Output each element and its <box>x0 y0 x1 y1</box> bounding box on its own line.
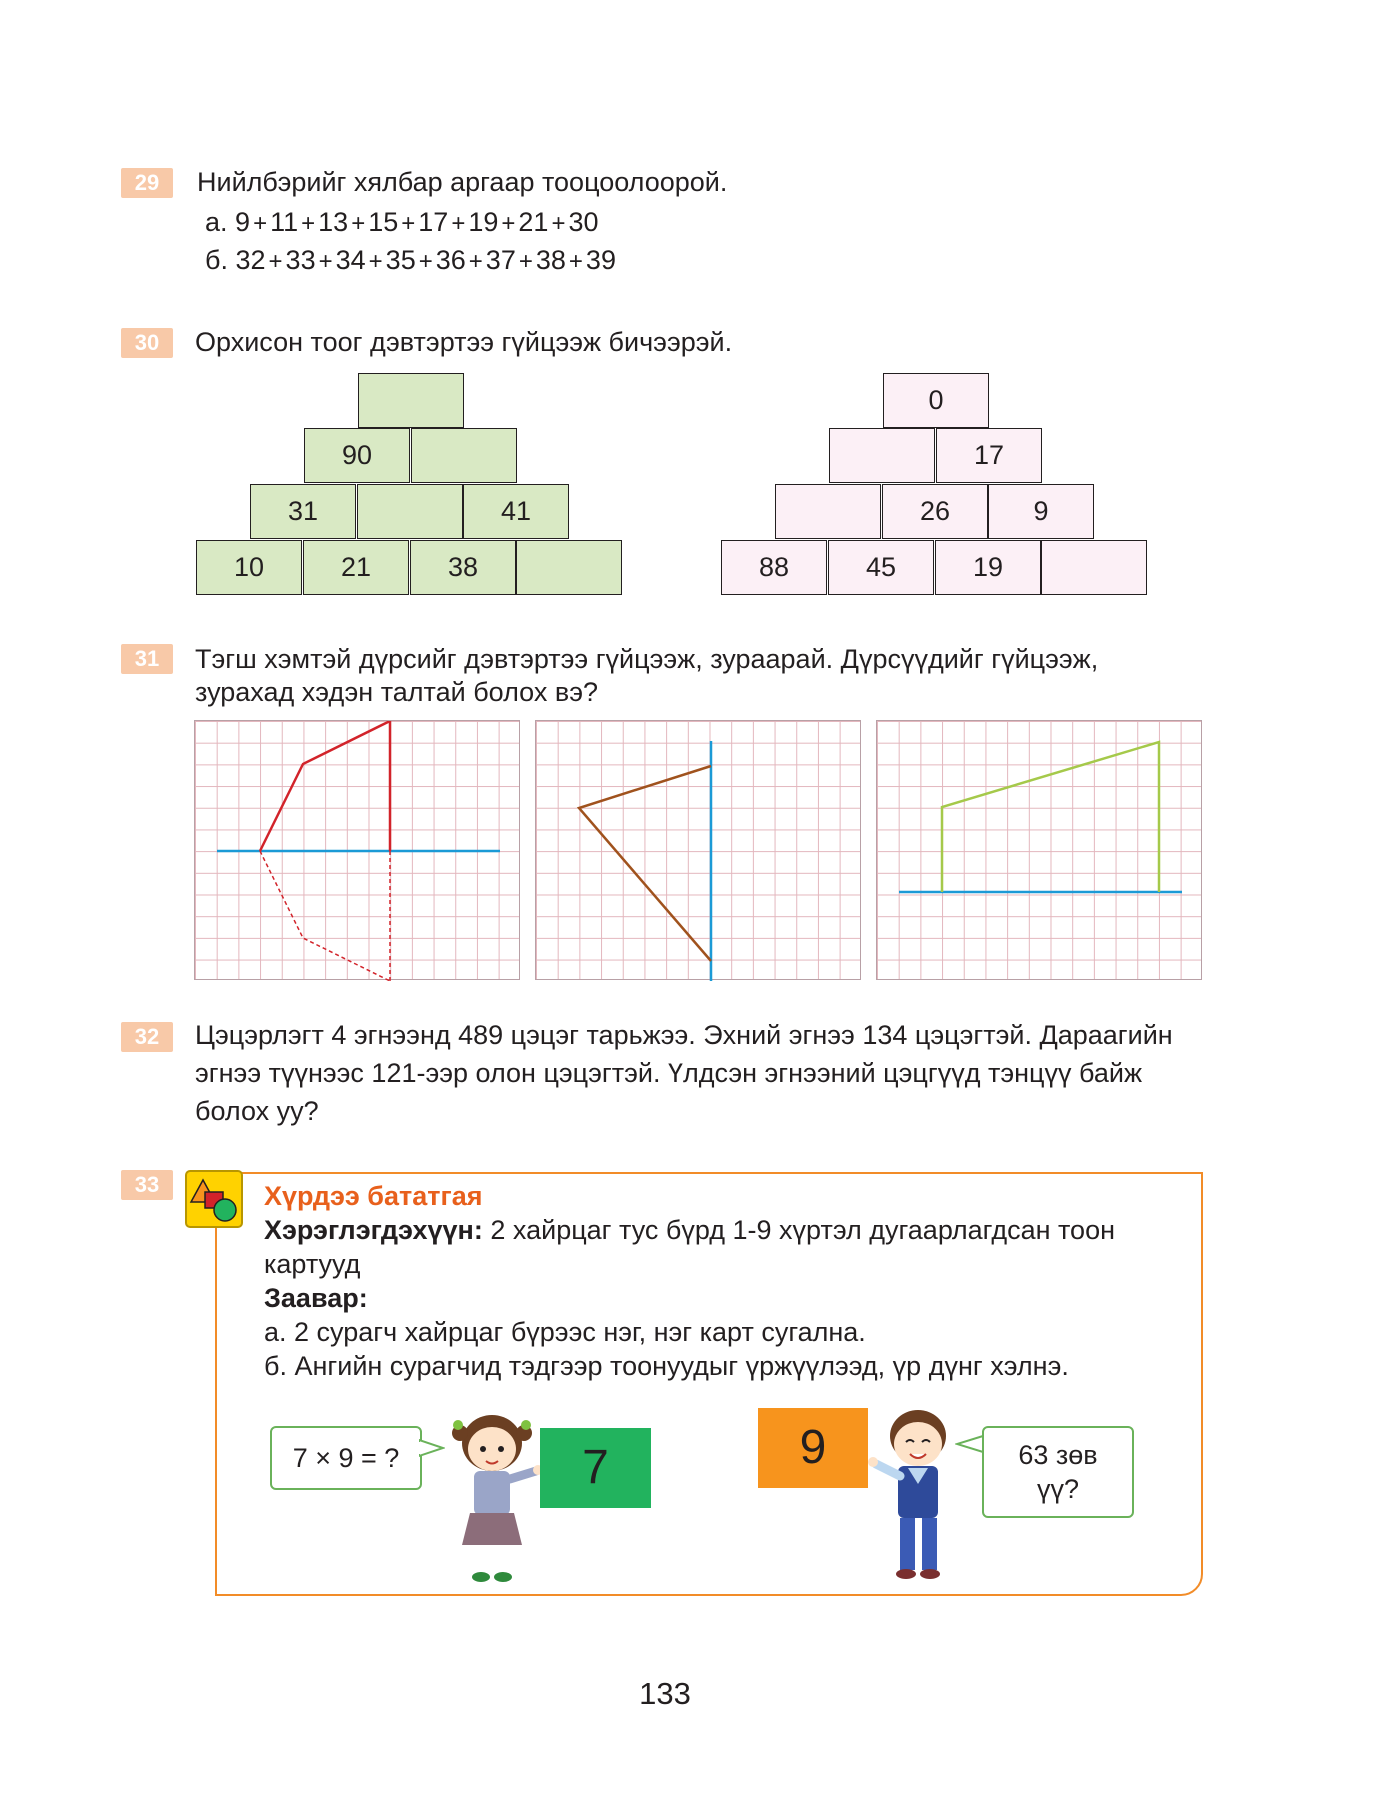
pyramid-cell <box>1041 540 1147 595</box>
instruction-step-a: а. 2 сурагч хайрцаг бүрээс нэг, нэг карт сугална. <box>264 1317 866 1347</box>
sum-term: 17 <box>418 207 449 237</box>
sum-term: 9 <box>235 207 251 237</box>
pyramid-cell <box>358 373 464 428</box>
instructions-label: Заавар: <box>264 1283 368 1313</box>
pyramid-cell: 10 <box>196 540 302 595</box>
girl-character <box>440 1405 550 1590</box>
shape-half-solid <box>260 721 390 851</box>
bubble-right-line2: үү? <box>1036 1474 1080 1504</box>
speech-bubble-right <box>982 1426 1134 1518</box>
exercise-29-part-b: б. 32 + 33 + 34 + 35 + 36 + 37 + 38 + 39 <box>205 245 616 275</box>
part-b-label: б. <box>205 245 228 275</box>
pyramid-cell: 88 <box>721 540 827 595</box>
shape-half-solid <box>579 766 711 961</box>
pyramid-cell <box>516 540 622 595</box>
number-card-green: 7 <box>540 1428 651 1508</box>
pyramid-cell: 17 <box>936 428 1042 483</box>
exercise-32-line3: болох уу? <box>195 1096 319 1126</box>
bubble-right-line1: 63 зөв <box>1018 1440 1098 1470</box>
instruction-step-b: б. Ангийн сурагчид тэдгээр тоонуудыг үржүүлээд, үр дүнг хэлнэ. <box>264 1351 1069 1381</box>
pyramid-cell: 0 <box>883 373 989 428</box>
symmetry-grid-3 <box>876 720 1202 980</box>
exercise-30-question: Орхисон тоог дэвтэртээ гүйцээж бичээрэй. <box>195 327 733 357</box>
symmetry-grid-1 <box>194 720 520 980</box>
pyramid-cell: 45 <box>828 540 934 595</box>
activity-materials <box>264 1213 1115 1247</box>
bubble-tail <box>955 1434 985 1456</box>
sum-term: 36 <box>435 245 466 275</box>
shapes-icon <box>185 1170 243 1228</box>
pyramid-cell: 31 <box>250 484 356 539</box>
sum-term: 11 <box>270 207 299 237</box>
sum-term: 39 <box>585 245 616 275</box>
number-card-orange: 9 <box>758 1408 868 1488</box>
sum-term: 32 <box>235 245 266 275</box>
exercise-32-line1: Цэцэрлэгт 4 эгнээнд 489 цэцэг тарьжээ. Эхний эгнээ 134 цэцэгтэй. Дараагийн <box>195 1020 1173 1050</box>
pyramid-cell: 41 <box>463 484 569 539</box>
pyramid-cell: 21 <box>303 540 409 595</box>
pyramid-cell: 9 <box>988 484 1094 539</box>
activity-title: Хүрдээ бататгая <box>264 1181 483 1211</box>
exercise-number-badge: 32 <box>121 1022 173 1052</box>
pyramid-cell: 26 <box>882 484 988 539</box>
sum-term: 19 <box>468 207 499 237</box>
pyramid-cell: 19 <box>935 540 1041 595</box>
pyramid-cell <box>357 484 463 539</box>
shape-reflection-dashed <box>260 851 390 981</box>
part-a-label: а. <box>205 207 228 237</box>
exercise-number-badge: 30 <box>121 328 173 358</box>
exercise-number-badge: 31 <box>121 644 173 674</box>
materials-label: Хэрэглэгдэхүүн: <box>264 1215 483 1245</box>
exercise-number-badge: 33 <box>121 1170 173 1200</box>
shape-half-solid <box>942 742 1159 892</box>
exercise-29-question: Нийлбэрийг хялбар аргаар тооцоолоорой. <box>197 167 728 197</box>
pyramid-cell: 90 <box>304 428 410 483</box>
sum-term: 37 <box>485 245 516 275</box>
sum-term: 15 <box>368 207 399 237</box>
bubble-left-text: 7 × 9 = ? <box>292 1443 400 1473</box>
pyramid-cell: 38 <box>410 540 516 595</box>
sum-term: 33 <box>285 245 316 275</box>
symmetry-grid-2 <box>535 720 861 980</box>
exercise-number-badge: 29 <box>121 168 173 198</box>
sum-term: 13 <box>318 207 349 237</box>
pyramid-cell <box>775 484 881 539</box>
speech-bubble-left <box>270 1426 422 1490</box>
boy-character <box>862 1398 972 1588</box>
materials-text: 2 хайрцаг тус бүрд 1-9 хүртэл дугаарлагдсан тоон <box>482 1215 1116 1245</box>
exercise-31-question-line2: зурахад хэдэн талтай болох вэ? <box>195 677 598 707</box>
exercise-31-question-line1: Тэгш хэмтэй дүрсийг дэвтэртээ гүйцээж, зураарай. Дүрсүүдийг гүйцээж, <box>195 644 1099 674</box>
activity-materials-cont: картууд <box>264 1249 361 1279</box>
pyramid-cell <box>411 428 517 483</box>
exercise-29-part-a: а. 9 + 11 + 13 + 15 + 17 + 19 + 21 + 30 <box>205 207 599 237</box>
exercise-32-line2: эгнээ түүнээс 121-ээр олон цэцэгтэй. Үлдсэн эгнээний цэцгүүд тэнцүү байж <box>195 1058 1143 1088</box>
page-number: 133 <box>639 1676 691 1711</box>
sum-term: 38 <box>535 245 566 275</box>
sum-term: 30 <box>568 207 599 237</box>
sum-term: 21 <box>518 207 549 237</box>
sum-term: 35 <box>385 245 416 275</box>
pyramid-cell <box>829 428 935 483</box>
sum-term: 34 <box>335 245 366 275</box>
